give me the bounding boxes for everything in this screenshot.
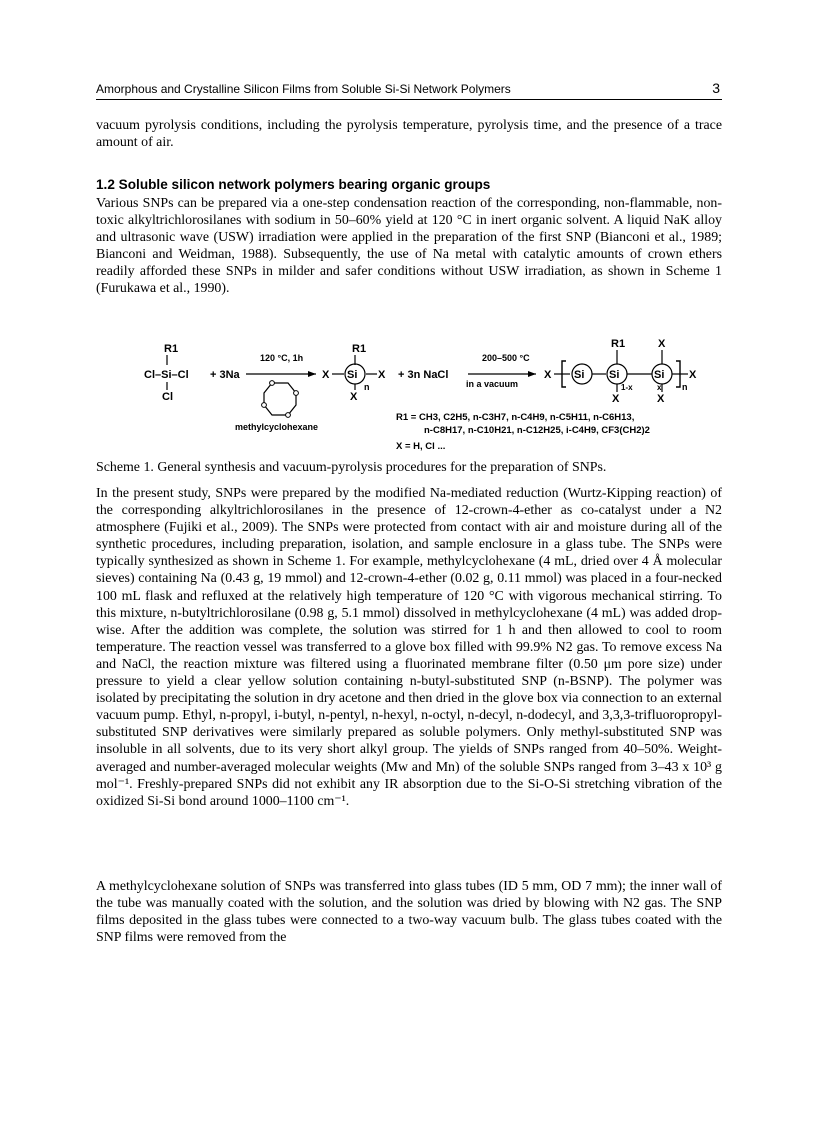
r1-definition-line1: R1 = CH3, C2H5, n-C3H7, n-C4H9, n-C5H11, n-C6H13, bbox=[396, 412, 635, 423]
product-x-right: X bbox=[689, 369, 697, 381]
methods-paragraph: In the present study, SNPs were prepared by the modified Na-mediated reduction (Wurtz-Kipping reaction) of the corresponding alkyltrichlorosilanes in the presence of 12-crown-4-ether as co-catalyst under a N2 atmosphere (Fujiki et al., 2009). The SNPs were protected from contact with air and moisture during all of the synthetic procedures, including preparation, isolation, and sample enclosure in a glass tube. The SNPs were typically synthesized as shown in Scheme 1. For example, methylcyclohexane (4 mL, dried over 4 Å molecular sieves) containing Na (0.43 g, 19 mmol) and 12-crown-4-ether (0.02 g, 0.11 mmol) was placed in a four-necked 100 mL flask and refluxed at the relatively high temperature of 120 °C with vigorous mechanical stirring. To this mixture, n-butyltrichlorosilane (0.98 g, 5.1 mmol) dissolved in methylcyclohexane (4 mL) was added drop-wise. After the addition was complete, the solution was stirred for 1 h and then allowed to cool to room temperature. The reaction vessel was transferred to a glove box filled with 99.9% N2 gas. To remove excess Na and NaCl, the reaction mixture was filtered using a fluorinated membrane filter (0.50 μm pore size) under pressure to yield a clear yellow solution containing n-butyl-substituted SNP (n-BSNP). The polymer was isolated by precipitating the solution in dry acetone and then dried in the glove box via connection to an external vacuum pump. Ethyl, n-propyl, i-butyl, n-pentyl, n-hexyl, n-octyl, n-decyl, n-dodecyl, and 3,3,3-trifluoropropyl-substituted SNP derivatives were similarly prepared as soluble polymers. Only methyl-substituted SNP was insoluble in all solvents, due to its very short alkyl group. The yields of SNPs ranged from 40–50%. Weight-averaged and number-averaged molecular weights (Mw and Mn) of the soluble SNPs ranged from 3–43 x 10³ g mol⁻¹. Freshly-prepared SNPs did not exhibit any IR absorption due to the Si-O-Si stretching vibration of the oxidized Si-Si bond around 1000–1100 cm⁻¹. bbox=[96, 486, 722, 809]
running-header-title: Amorphous and Crystalline Silicon Films from Soluble Si-Si Network Polymers bbox=[96, 82, 511, 96]
product-x-subscript: x bbox=[657, 383, 662, 392]
running-header bbox=[96, 79, 722, 100]
product-x-bottom-2: X bbox=[657, 393, 665, 405]
condition-temperature: 120 °C, 1h bbox=[260, 353, 304, 363]
scheme-caption: Scheme 1. General synthesis and vacuum-pyrolysis procedures for the preparation of SNPs. bbox=[96, 460, 607, 475]
product-x-bottom-1: X bbox=[612, 393, 620, 405]
byproduct-nacl: + 3n NaCl bbox=[398, 369, 449, 381]
x-definition: X = H, Cl ... bbox=[396, 441, 446, 452]
snp-x-bottom: X bbox=[350, 391, 358, 403]
snp-n-subscript: n bbox=[364, 382, 370, 392]
reactant-cl-label: Cl bbox=[162, 391, 173, 403]
reaction-arrowhead bbox=[308, 371, 316, 377]
product-n-subscript: n bbox=[682, 382, 688, 392]
snp-x-right: X bbox=[378, 369, 386, 381]
reactant-r1-label: R1 bbox=[164, 343, 179, 355]
snp-x-left: X bbox=[322, 369, 330, 381]
section-heading: 1.2 Soluble silicon network polymers bearing organic groups bbox=[96, 177, 491, 192]
product-si-1: Si bbox=[574, 369, 585, 381]
snp-si: Si bbox=[347, 369, 358, 381]
reaction-scheme bbox=[96, 337, 722, 457]
solvent-label: methylcyclohexane bbox=[235, 422, 319, 432]
pyrolysis-temperature: 200–500 °C bbox=[482, 353, 530, 363]
product-si-2: Si bbox=[609, 369, 620, 381]
reaction-scheme-drawing bbox=[96, 337, 722, 457]
product-x-top: X bbox=[658, 338, 666, 350]
product-si-3: Si bbox=[654, 369, 665, 381]
reaction-arrowhead bbox=[528, 371, 536, 377]
reagent-na: + 3Na bbox=[210, 369, 240, 381]
product-one-minus-x: 1-x bbox=[621, 383, 633, 392]
methods-paragraph-2: A methylcyclohexane solution of SNPs was transferred into glass tubes (ID 5 mm, OD 7 mm); the inner wall of the tube was manually coated with the solution, and the solution was dried by blowing with N2 gas. The SNP films deposited in the glass tubes were connected to a two-way vacuum bulb. The glass tubes coated with the SNP films were removed from the bbox=[96, 879, 722, 946]
crown-ether-structure bbox=[262, 381, 299, 418]
snp-r1-label: R1 bbox=[352, 343, 367, 355]
reactant-formula: Cl–Si–Cl bbox=[144, 369, 189, 381]
page-number: 3 bbox=[712, 80, 720, 96]
pyrolysis-vacuum: in a vacuum bbox=[466, 379, 519, 389]
r1-definition-line2: n-C8H17, n-C10H21, n-C12H25, i-C4H9, CF3(CH2)2 bbox=[424, 425, 650, 436]
product-r1-label: R1 bbox=[611, 338, 626, 350]
section-paragraph: Various SNPs can be prepared via a one-step condensation reaction of the corresponding, non-flammable, non-toxic alkyltrichlorosilanes with sodium in 50–60% yield at 120 °C in inert organic solvent. A liquid NaK alloy and ultrasonic wave (USW) irradiation were applied in the preparation of the first SNP (Bianconi et al., 1989; Bianconi and Weidman, 1988). Subsequently, the use of Na metal with catalytic amounts of crown ethers readily afforded these SNPs in milder and safer conditions without USW irradiation, as shown in Scheme 1 (Furukawa et al., 1990). bbox=[96, 196, 722, 297]
product-x-left: X bbox=[544, 369, 552, 381]
intro-paragraph: vacuum pyrolysis conditions, including the pyrolysis temperature, pyrolysis time, and the presence of a trace amount of air. bbox=[96, 118, 722, 151]
